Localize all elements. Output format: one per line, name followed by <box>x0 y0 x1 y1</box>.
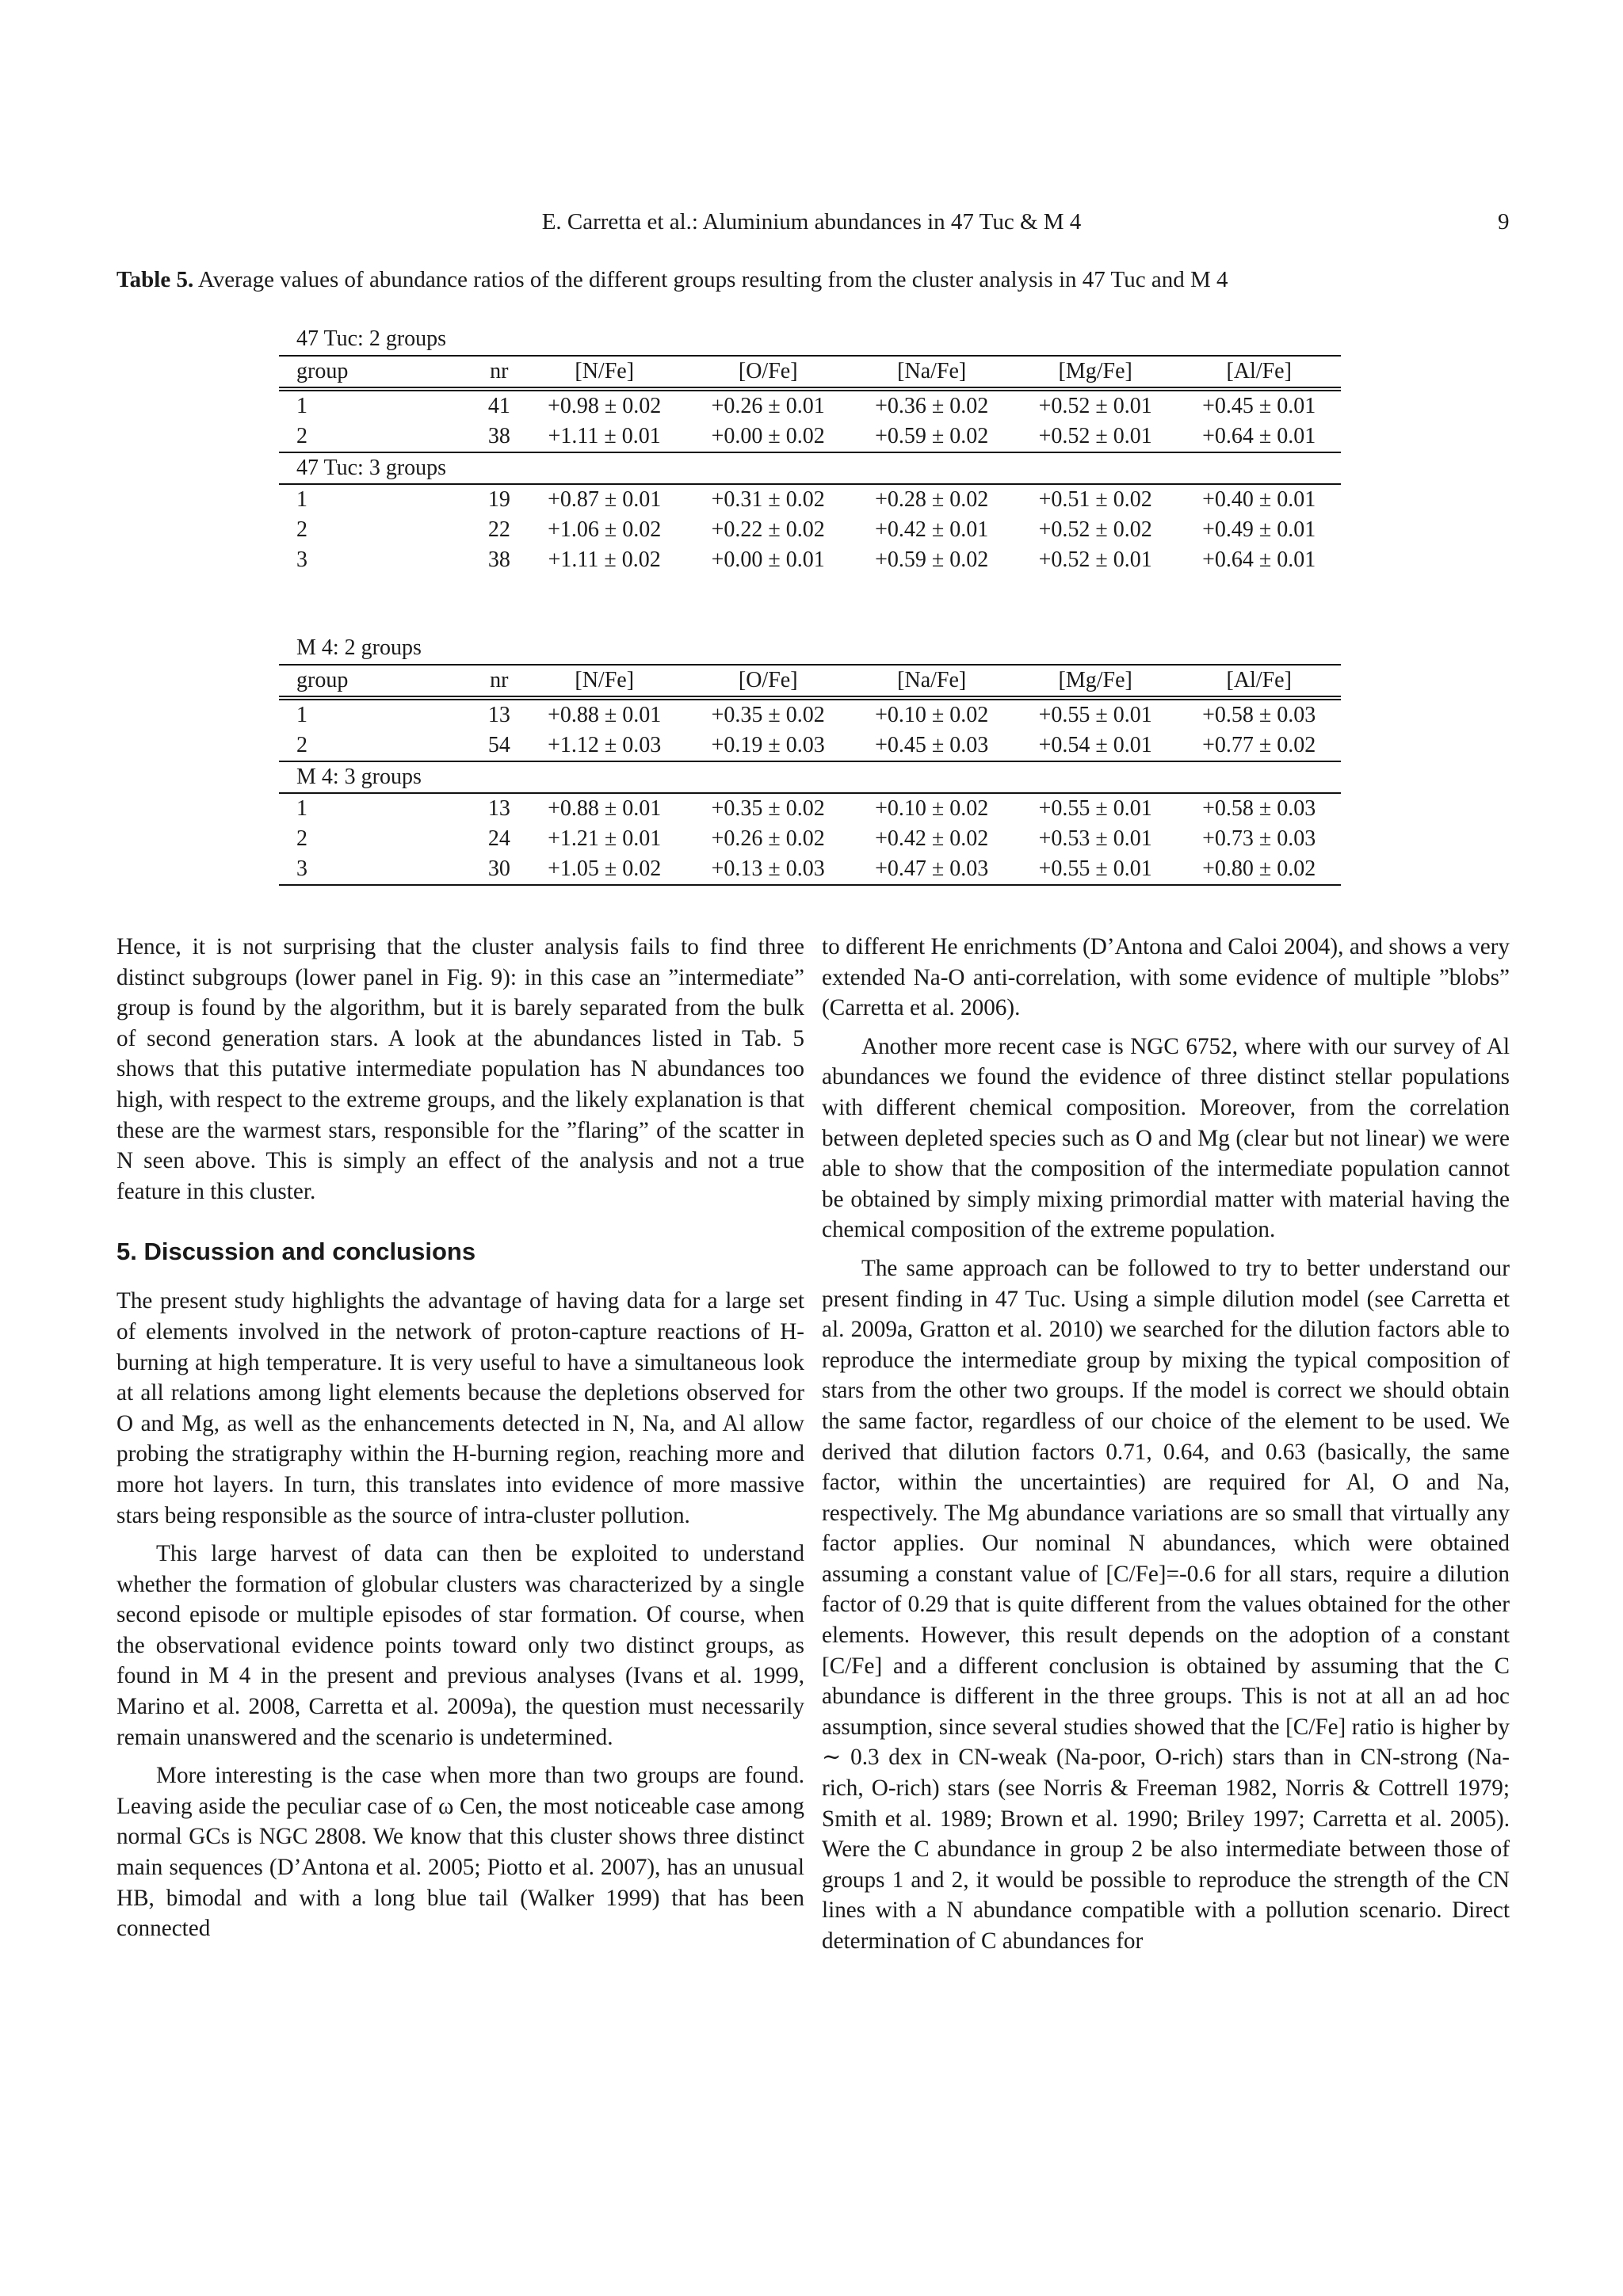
cell: +0.35 ± 0.02 <box>711 796 825 821</box>
cell: +0.59 ± 0.02 <box>875 547 989 572</box>
cell: +0.35 ± 0.02 <box>711 703 825 727</box>
cell: +1.06 ± 0.02 <box>548 517 662 542</box>
table-subheading-row <box>279 761 1341 793</box>
cell: 1 <box>296 703 307 727</box>
col-header-mgfe: [Mg/Fe] <box>1014 665 1178 698</box>
cell: 2 <box>296 733 307 757</box>
cell: +1.11 ± 0.01 <box>548 424 661 448</box>
col-header-nr: nr <box>475 665 522 698</box>
cell: +0.52 ± 0.01 <box>1038 424 1152 448</box>
paragraph: to different He enrichments (D’Antona and Caloi 2004), and shows a very extended Na-O anti-correlation, with some evidence of multiple ”blobs” (Carretta et al. 2006). <box>822 934 1510 1021</box>
cell: 24 <box>487 826 510 851</box>
cell: +0.13 ± 0.03 <box>686 854 850 885</box>
cell: 2 <box>296 517 307 542</box>
abundance-table <box>279 664 1341 886</box>
cell: 2 <box>296 424 307 448</box>
cell: +0.26 ± 0.01 <box>711 394 825 418</box>
table-label: Table 5. <box>116 267 194 292</box>
cell: +0.26 ± 0.02 <box>711 826 825 851</box>
table-subheading: M 4: 3 groups <box>279 761 1341 793</box>
cell: +0.80 ± 0.02 <box>1177 854 1341 885</box>
table-row <box>279 793 1341 824</box>
cell: 2 <box>296 826 307 851</box>
paragraph: The same approach can be followed to try to better understand our present finding in 47 Tuc. Using a simple dilution model (see Carretta et al. 2009a, Gratton et al. 2010) we searched for the dilution factors able to reproduce the intermediate group by mixing the typical composition of stars from the other two groups. If the model is correct we should obtain the same factor, regardless of our choice of the element to be used. We derived that dilution factors 0.71, 0.64, and 0.63 (basically, the same factor, within the uncertainties) are required for Al, O and Na, respectively. The Mg abundance variations are so small that virtually any factor applies. Our nominal N abundances, which were obtained assuming a constant value of [C/Fe]=-0.6 for all stars, require a dilution factor of 0.29 that is quite different from the values obtained for the other elements. However, this result depends on the adoption of a constant [C/Fe] and a different conclusion is obtained by assuming that the C abundance is different in the three groups. This is not at all an ad hoc assumption, since several studies showed that the [C/Fe] ratio is higher by ∼ 0.3 dex in CN-weak (Na-poor, O-rich) stars than in CN-strong (Na-rich, O-rich) stars (see Norris & Freeman 1982, Norris & Cottrell 1979; Smith et al. 1989; Brown et al. 1990; Briley 1997; Carretta et al. 2005). Were the C abundance in group 2 be also intermediate between those of groups 1 and 2, it would be possible to reproduce the strength of the CN lines with a N abundance compatible with a pollution scenario. Direct determination of C abundances for <box>822 1255 1510 1954</box>
cell: +0.49 ± 0.01 <box>1202 517 1316 542</box>
cell: +0.36 ± 0.02 <box>875 394 989 418</box>
cell: +0.10 ± 0.02 <box>875 796 989 821</box>
table-row <box>279 730 1341 761</box>
cell: +0.58 ± 0.03 <box>1202 796 1316 821</box>
table-row <box>279 854 1341 885</box>
col-header-group: group <box>279 356 475 389</box>
table-row <box>279 824 1341 854</box>
left-column <box>116 932 804 1944</box>
cell: +0.22 ± 0.02 <box>711 517 825 542</box>
table-row <box>279 515 1341 545</box>
cell: 54 <box>487 733 510 757</box>
running-title: E. Carretta et al.: Aluminium abundances in 47 Tuc & M 4 <box>541 209 1082 235</box>
table-row <box>279 698 1341 730</box>
table-title: M 4: 2 groups <box>296 635 422 660</box>
paragraph: More interesting is the case when more than two groups are found. Leaving aside the peculiar case of ω Cen, the most noticeable case among normal GCs is NGC 2808. We know that this cluster shows three distinct main sequences (D’Antona et al. 2005; Piotto et al. 2007), has an unusual HB, bimodal and with a long blue tail (Walker 1999) that has been connected <box>116 1763 804 1942</box>
cell: +0.59 ± 0.02 <box>875 424 989 448</box>
cell: +0.98 ± 0.02 <box>548 394 662 418</box>
cell: +0.54 ± 0.01 <box>1038 733 1152 757</box>
cell: +0.42 ± 0.01 <box>875 517 989 542</box>
cell: +0.00 ± 0.02 <box>711 424 825 448</box>
cell: +0.77 ± 0.02 <box>1202 733 1316 757</box>
cell: +0.55 ± 0.01 <box>1038 703 1152 727</box>
paragraph: The present study highlights the advantage of having data for a large set of elements involved in the network of proton-capture reactions of H-burning at high temperature. It is very useful to have a simultaneous look at all relations among light elements because the depletions observed for O and Mg, as well as the enhancements detected in N, Na, and Al allow probing the stratigraphy within the H-burning region, reaching more and more hot layers. In turn, this translates into evidence of more massive stars being responsible as the source of intra-cluster pollution. <box>116 1288 804 1528</box>
cell: +0.55 ± 0.01 <box>1014 854 1178 885</box>
col-header-nfe: [N/Fe] <box>522 665 686 698</box>
table-row <box>279 545 1341 575</box>
col-header-ofe: [O/Fe] <box>686 665 850 698</box>
cell: +1.11 ± 0.02 <box>548 547 661 572</box>
cell: 38 <box>487 547 510 572</box>
cell: 3 <box>296 547 307 572</box>
cell: +0.45 ± 0.03 <box>875 733 989 757</box>
cell: +1.21 ± 0.01 <box>548 826 662 851</box>
table-header-row <box>279 356 1341 389</box>
col-header-mgfe: [Mg/Fe] <box>1014 356 1178 389</box>
col-header-nfe: [N/Fe] <box>522 356 686 389</box>
col-header-group: group <box>279 665 475 698</box>
cell: 22 <box>487 517 510 542</box>
cell: +1.05 ± 0.02 <box>522 854 686 885</box>
cell: 13 <box>487 703 510 727</box>
table-header-row <box>279 665 1341 698</box>
page-number: 9 <box>1498 209 1510 235</box>
right-column <box>822 932 1510 1957</box>
table-subheading-row <box>279 452 1341 484</box>
cell: +0.64 ± 0.01 <box>1202 547 1316 572</box>
cell: +0.53 ± 0.01 <box>1038 826 1152 851</box>
cell: 1 <box>296 487 307 512</box>
cell: +0.51 ± 0.02 <box>1038 487 1152 512</box>
cell: +0.10 ± 0.02 <box>875 703 989 727</box>
cell: 38 <box>487 424 510 448</box>
cell: 3 <box>279 854 475 885</box>
cell: +0.42 ± 0.02 <box>875 826 989 851</box>
table-title: 47 Tuc: 2 groups <box>296 326 447 351</box>
cell: +0.87 ± 0.01 <box>548 487 662 512</box>
col-header-nr: nr <box>475 356 522 389</box>
cell: +0.40 ± 0.01 <box>1202 487 1316 512</box>
cell: +0.88 ± 0.01 <box>548 796 662 821</box>
cell: +0.28 ± 0.02 <box>875 487 989 512</box>
section-heading: 5. Discussion and conclusions <box>116 1238 476 1266</box>
paragraph: Hence, it is not surprising that the cluster analysis fails to find three distinct subgroups (lower panel in Fig. 9): in this case an ”intermediate” group is found by the algorithm, but it is barely separated from the bulk of second generation stars. A look at the abundances listed in Tab. 5 shows that this putative intermediate population has N abundances too high, with respect to the extreme groups, and the likely explanation is that these are the warmest stars, responsible for the ”flaring” of the scatter in N seen above. This is simply an effect of the analysis and not a true feature in this cluster. <box>116 934 804 1204</box>
cell: +0.47 ± 0.03 <box>850 854 1014 885</box>
cell: +0.64 ± 0.01 <box>1202 424 1316 448</box>
table-row <box>279 484 1341 515</box>
cell: +0.52 ± 0.02 <box>1038 517 1152 542</box>
table-m4 <box>279 634 1341 886</box>
cell: +0.52 ± 0.01 <box>1038 547 1152 572</box>
cell: 1 <box>296 796 307 821</box>
table-row <box>279 421 1341 452</box>
cell: +0.88 ± 0.01 <box>548 703 662 727</box>
cell: +0.00 ± 0.01 <box>711 547 825 572</box>
table-caption-text: Average values of abundance ratios of the different groups resulting from the cluster analysis in 47 Tuc and M 4 <box>193 267 1228 292</box>
table-caption <box>116 265 1511 294</box>
cell: 19 <box>487 487 510 512</box>
paragraph: Another more recent case is NGC 6752, where with our survey of Al abundances we found the evidence of three distinct stellar populations with different chemical composition. Moreover, from the correlation between depleted species such as O and Mg (clear but not linear) we were able to show that the composition of the intermediate population cannot be obtained by simply mixing primordial matter with material having the chemical composition of the extreme population. <box>822 1033 1510 1243</box>
cell: +0.19 ± 0.03 <box>711 733 825 757</box>
col-header-nafe: [Na/Fe] <box>850 356 1014 389</box>
cell: +0.45 ± 0.01 <box>1202 394 1316 418</box>
cell: +1.12 ± 0.03 <box>548 733 662 757</box>
col-header-alfe: [Al/Fe] <box>1177 665 1341 698</box>
table-row <box>279 389 1341 421</box>
cell: +0.52 ± 0.01 <box>1038 394 1152 418</box>
cell: +0.55 ± 0.01 <box>1038 796 1152 821</box>
cell: +0.73 ± 0.03 <box>1202 826 1316 851</box>
table-subheading: 47 Tuc: 3 groups <box>279 452 1341 484</box>
cell: 30 <box>475 854 522 885</box>
col-header-ofe: [O/Fe] <box>686 356 850 389</box>
cell: +0.31 ± 0.02 <box>711 487 825 512</box>
paragraph: This large harvest of data can then be exploited to understand whether the formation of globular clusters was characterized by a single second episode or multiple episodes of star formation. Of course, when the observational evidence points toward only two distinct groups, as found in M 4 in the present and previous analyses (Ivans et al. 1999, Marino et al. 2008, Carretta et al. 2009a), the question must necessarily remain unanswered and the scenario is undetermined. <box>116 1541 804 1750</box>
cell: 41 <box>487 394 510 418</box>
col-header-alfe: [Al/Fe] <box>1177 356 1341 389</box>
cell: 13 <box>487 796 510 821</box>
abundance-table <box>279 355 1341 575</box>
table-47tuc <box>279 325 1341 575</box>
cell: 1 <box>296 394 307 418</box>
cell: +0.58 ± 0.03 <box>1202 703 1316 727</box>
col-header-nafe: [Na/Fe] <box>850 665 1014 698</box>
